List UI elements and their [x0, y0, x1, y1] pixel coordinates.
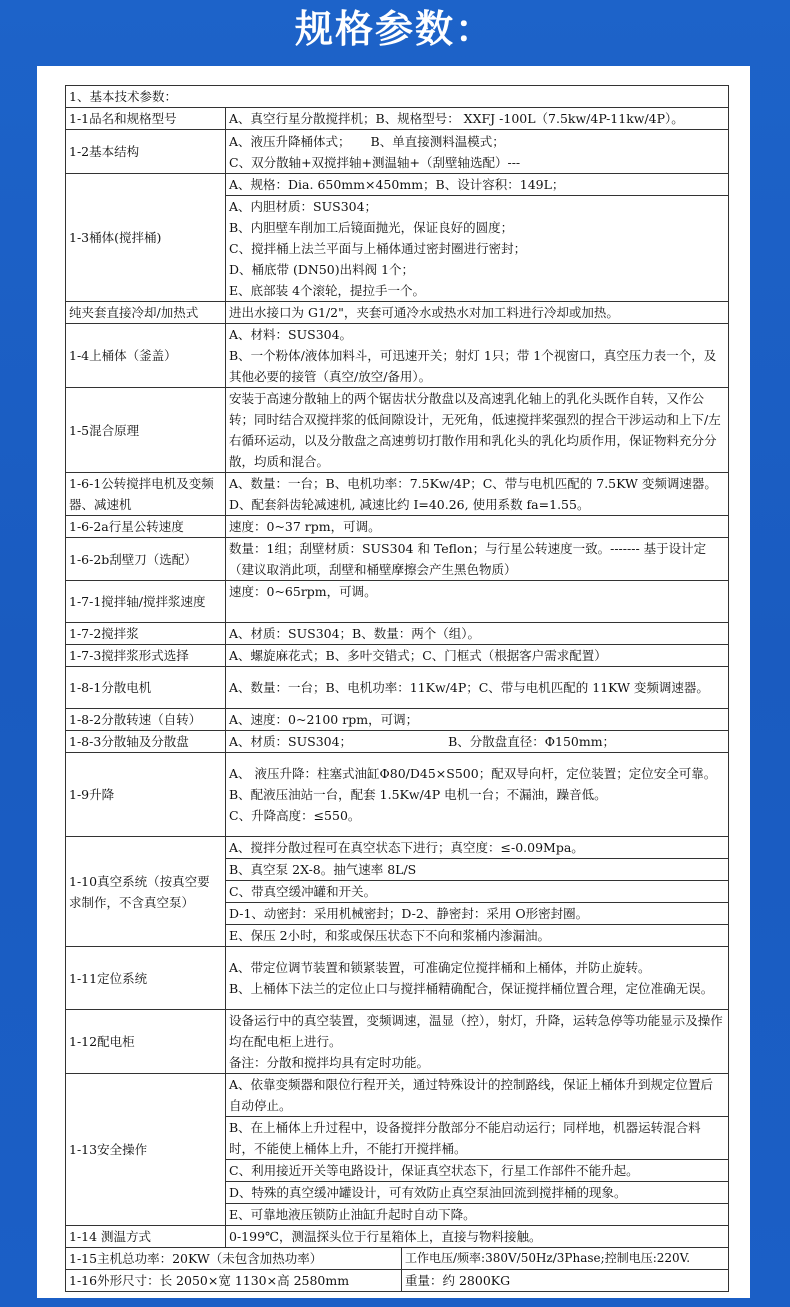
- row-value: 重量：约 2800KG: [402, 1270, 729, 1292]
- row-label: 1-6-2b刮壁刀（选配）: [66, 538, 226, 581]
- table-row: [66, 1270, 729, 1292]
- table-header: 1、基本技术参数：: [66, 86, 729, 108]
- row-value: E、保压 2小时，和浆或保压状态下不向和浆桶内渗漏油。: [226, 925, 729, 947]
- row-value: A、规格：Dia. 650mm×450mm；B、设计容积：149L；: [226, 174, 729, 196]
- row-value: 1-15主机总功率：20KW（未包含加热功率）: [66, 1248, 402, 1270]
- row-value: A、液压升降桶体式； B、单直接测料温模式； C、双分散轴+双搅拌轴+测温轴+（刮壁轴选配）---: [226, 130, 729, 174]
- table-row: [66, 1074, 729, 1117]
- row-value: A、 液压升降：柱塞式油缸Φ80/D45×S500；配双导向杆，定位装置；定位安全可靠。 B、配液压油站一台，配套 1.5Kw/4P 电机一台；不漏油，躁音低。 C、升降高度：≤550。: [226, 753, 729, 837]
- row-value: A、螺旋麻花式；B、多叶交错式；C、门框式（根据客户需求配置）: [226, 645, 729, 667]
- row-value: 进出水接口为 G1/2"，夹套可通冷水或热水对加工料进行冷却或加热。: [226, 302, 729, 324]
- row-value: 速度：0~65rpm，可调。: [226, 581, 729, 623]
- row-value: 安装于高速分散轴上的两个锯齿状分散盘以及高速乳化轴上的乳化头既作自转，又作公转；同时结合双搅拌浆的低间隙设计，无死角，低速搅拌桨强烈的捏合干涉运动和上下/左右循环运动，以及分散盘之高速剪切打散作用和乳化头的乳化均质作用，保证物料充分分散，均质和混合。: [226, 388, 729, 473]
- row-label: 1-7-2搅拌浆: [66, 623, 226, 645]
- table-row: [66, 581, 729, 623]
- row-value: A、数量：一台；B、电机功率：7.5Kw/4P；C、带与电机匹配的 7.5KW 变频调速器。D、配套斜齿轮减速机, 减速比约 I=40.26, 使用系数 fa=1.55。: [226, 473, 729, 516]
- page-title: 规格参数：: [294, 7, 495, 51]
- table-row: [66, 731, 729, 753]
- row-value: E、可靠地液压锁防止油缸升起时自动下降。: [226, 1204, 729, 1226]
- row-value: 工作电压/频率:380V/50Hz/3Phase;控制电压:220V.: [402, 1248, 729, 1270]
- row-value: A、依靠变频器和限位行程开关，通过特殊设计的控制路线，保证上桶体升到规定位置后自动停止。: [226, 1074, 729, 1117]
- table-row: [66, 174, 729, 196]
- table-row: [66, 302, 729, 324]
- table-row: [66, 1226, 729, 1248]
- row-value: A、材质：SUS304； B、分散盘直径：Φ150mm；: [226, 731, 729, 753]
- row-value: A、搅拌分散过程可在真空状态下进行；真空度：≤-0.09Mpa。: [226, 837, 729, 859]
- row-value: 速度：0~37 rpm，可调。: [226, 516, 729, 538]
- row-label: 1-6-2a行星公转速度: [66, 516, 226, 538]
- table-row: [66, 753, 729, 837]
- row-label: 1-1品名和规格型号: [66, 108, 226, 130]
- table-row: [66, 1248, 729, 1270]
- row-value: A、数量：一台；B、电机功率：11Kw/4P；C、带与电机匹配的 11KW 变频调速器。: [226, 667, 729, 709]
- table-row: [66, 473, 729, 516]
- table-row: [66, 516, 729, 538]
- row-value: 数量：1组；刮壁材质：SUS304 和 Teflon；与行星公转速度一致。------- 基于设计定 （建议取消此项，刮壁和桶壁摩擦会产生黑色物质）: [226, 538, 729, 581]
- table-row: [66, 108, 729, 130]
- row-label: 1-12配电柜: [66, 1010, 226, 1074]
- row-label: 1-13安全操作: [66, 1074, 226, 1226]
- table-row: [66, 324, 729, 388]
- table-row: [66, 837, 729, 859]
- spec-table: [65, 85, 729, 1292]
- row-value: A、带定位调节装置和锁紧装置，可准确定位搅拌桶和上桶体，并防止旋转。 B、上桶体下法兰的定位止口与搅拌桶精确配合，保证搅拌桶位置合理，定位准确无误。: [226, 947, 729, 1010]
- row-value: A、材料：SUS304。 B、一个粉体/液体加料斗，可迅速开关；射灯 1只；带 1个视窗口，真空压力表一个，及其他必要的接管（真空/放空/备用）。: [226, 324, 729, 388]
- row-label: 1-10真空系统（按真空要求制作，不含真空泵）: [66, 837, 226, 947]
- row-value: C、利用接近开关等电路设计，保证真空状态下，行星工作部件不能升起。: [226, 1160, 729, 1182]
- row-label: 1-7-3搅拌浆形式选择: [66, 645, 226, 667]
- table-row: [66, 623, 729, 645]
- row-label: 1-2基本结构: [66, 130, 226, 174]
- table-row: [66, 538, 729, 581]
- row-value: D、特殊的真空缓冲罐设计，可有效防止真空泵油回流到搅拌桶的现象。: [226, 1182, 729, 1204]
- row-value: B、在上桶体上升过程中，设备搅拌分散部分不能启动运行；同样地，机器运转混合料时，不能使上桶体上升，不能打开搅拌桶。: [226, 1117, 729, 1160]
- row-value: A、真空行星分散搅拌机；B、规格型号： XXFJ -100L（7.5kw/4P-11kw/4P）。: [226, 108, 729, 130]
- row-value: 设备运行中的真空装置，变频调速，温显（控），射灯，升降，运转急停等功能显示及操作均在配电柜上进行。 备注：分散和搅拌均具有定时功能。: [226, 1010, 729, 1074]
- row-value: A、材质：SUS304；B、数量：两个（组）。: [226, 623, 729, 645]
- table-row: [66, 130, 729, 174]
- row-label: 1-3桶体(搅拌桶): [66, 174, 226, 302]
- row-label: 1-4上桶体（釜盖）: [66, 324, 226, 388]
- table-row: [66, 667, 729, 709]
- row-value: D-1、动密封：采用机械密封；D-2、静密封：采用 O形密封圈。: [226, 903, 729, 925]
- row-value: C、带真空缓冲罐和开关。: [226, 881, 729, 903]
- row-label: 1-7-1搅拌轴/搅拌浆速度: [66, 581, 226, 623]
- row-label: 1-9升降: [66, 753, 226, 837]
- row-value: 0-199℃，测温探头位于行星箱体上，直接与物料接触。: [226, 1226, 729, 1248]
- row-label: 1-8-2分散转速（自转）: [66, 709, 226, 731]
- row-value: B、真空泵 2X-8。抽气速率 8L/S: [226, 859, 729, 881]
- row-label: 1-8-1分散电机: [66, 667, 226, 709]
- row-label: 1-11定位系统: [66, 947, 226, 1010]
- table-row: [66, 645, 729, 667]
- table-row: [66, 1010, 729, 1074]
- row-value: 1-16外形尺寸：长 2050×宽 1130×高 2580mm: [66, 1270, 402, 1292]
- table-row: [66, 388, 729, 473]
- table-row: [66, 947, 729, 1010]
- row-value: A、速度：0~2100 rpm，可调；: [226, 709, 729, 731]
- spec-sheet: [37, 66, 750, 1298]
- row-label: 1-14 测温方式: [66, 1226, 226, 1248]
- row-label: 纯夹套直接冷却/加热式: [66, 302, 226, 324]
- table-row: [66, 709, 729, 731]
- row-label: 1-5混合原理: [66, 388, 226, 473]
- row-value: A、内胆材质：SUS304； B、内胆壁车削加工后镜面抛光，保证良好的圆度； C、搅拌桶上法兰平面与上桶体通过密封圈进行密封； D、桶底带 (DN50)出料阀 1个； E、底部装 4个滚轮，提拉手一个。: [226, 196, 729, 302]
- row-label: 1-6-1公转搅拌电机及变频器、减速机: [66, 473, 226, 516]
- row-label: 1-8-3分散轴及分散盘: [66, 731, 226, 753]
